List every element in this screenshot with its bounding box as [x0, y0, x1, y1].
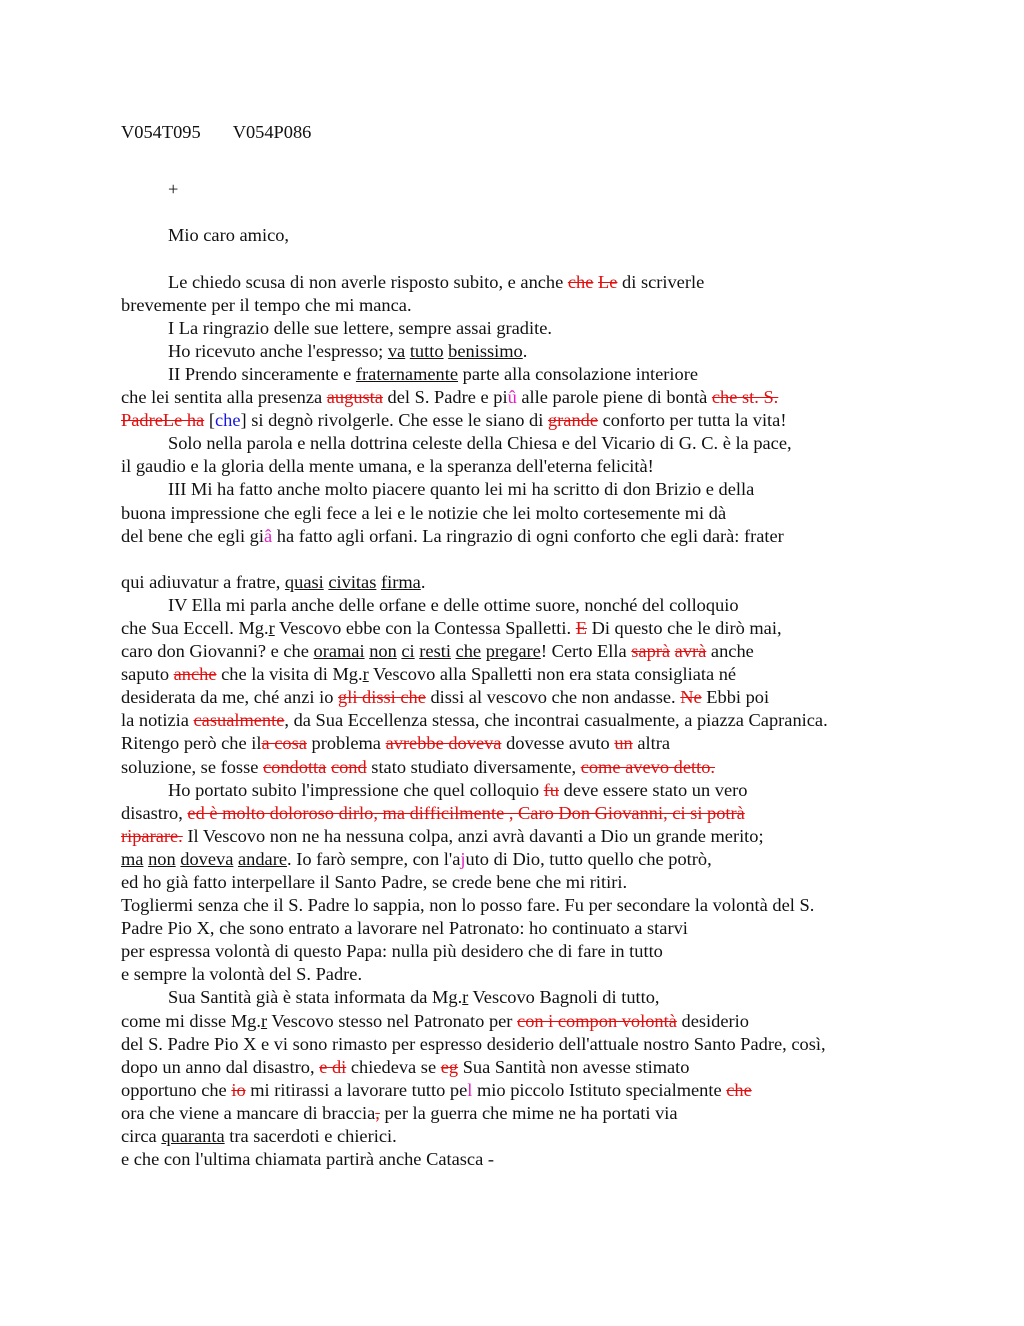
text-segment: parte alla consolazione interiore — [458, 363, 699, 384]
underlined-word: r — [268, 617, 275, 638]
text-segment: II Prendo sinceramente e — [168, 363, 356, 384]
underlined-word: va — [387, 340, 406, 361]
deletion: cond — [330, 756, 367, 777]
underlined-word: quasi — [284, 571, 324, 592]
deletion: grande — [547, 410, 599, 431]
underlined-word: r — [462, 987, 469, 1008]
deletion: condotta — [263, 756, 327, 777]
text-segment: disastro, — [121, 802, 188, 823]
underlined-word: non — [369, 641, 397, 662]
text-segment: opportuno che — [121, 1079, 232, 1100]
header-code-2: V054P086 — [232, 122, 312, 142]
underlined-word: pregare — [485, 641, 541, 662]
text-line: Padre Pio X, che sono entrato a lavorare nel Patronato: ho continuato a starvi — [121, 918, 688, 939]
text-line: I La ringrazio delle sue lettere, sempre assai gradite. — [168, 317, 552, 338]
text-segment: come mi disse Mg. — [121, 1010, 261, 1031]
deletion: Ne — [680, 687, 702, 708]
text-segment: Vescovo stesso nel Patronato per — [267, 1010, 518, 1031]
text-line — [121, 617, 911, 640]
document-header — [121, 121, 911, 144]
text-line — [121, 1010, 911, 1033]
greeting: Mio caro amico, — [168, 225, 290, 246]
text-segment: dopo un anno dal disastro, — [121, 1056, 320, 1077]
insertion: â — [263, 525, 273, 546]
text-segment: ! Certo Ella — [540, 641, 632, 662]
text-line — [121, 409, 911, 432]
insertion: û — [507, 387, 517, 408]
text-line: ed ho già fatto interpellare il Santo Padre, se crede bene che mi ritiri. — [121, 872, 628, 892]
text-segment: Vescovo Bagnoli di tutto, — [468, 987, 660, 1008]
text-segment: conforto per tutta la vita! — [598, 410, 787, 431]
text-segment: che Sua Eccell. Mg. — [121, 617, 269, 638]
deletion: anche — [173, 664, 217, 685]
underlined-word: r — [362, 664, 369, 685]
underlined-word: r — [260, 1010, 268, 1031]
cross-mark: + — [168, 179, 179, 200]
text-line: buona impressione che egli fece a lei e le notizie che lei molto cortesemente mi dà — [121, 502, 727, 523]
deletion: Le — [598, 271, 618, 292]
underlined-word: quaranta — [161, 1126, 225, 1147]
insertion: j — [460, 848, 466, 869]
deletion: che — [726, 1079, 752, 1100]
text-segment: che la visita di Mg. — [216, 664, 363, 685]
text-segment: Ebbi poi — [701, 687, 770, 708]
insertion: l — [467, 1079, 473, 1100]
text-segment: desiderata da me, ché anzi io — [121, 687, 339, 708]
text-segment: desiderio — [676, 1010, 749, 1031]
text-segment: anche — [706, 641, 754, 662]
deletion: E — [575, 617, 587, 638]
deletion: fu — [543, 779, 559, 800]
text-segment: , da Sua Eccellenza stessa, che incontrai casualmente, a piazza Capranica. — [284, 710, 828, 731]
deletion: avrebbe doveva — [385, 733, 502, 754]
text-segment: mi ritirassi a lavorare tutto pe — [245, 1079, 468, 1100]
deletion: un — [614, 733, 633, 754]
text-segment: Il Vescovo non ne ha nessuna colpa, anzi avrà davanti a Dio un grande merito; — [182, 825, 764, 846]
text-segment: del S. Padre e pi — [382, 387, 508, 408]
underlined-word: fraternamente — [355, 363, 459, 384]
deletion: PadreLe ha — [121, 410, 205, 431]
text-line: per espressa volontà di questo Papa: nulla più desidero che di fare in tutto — [121, 941, 663, 962]
text-segment: Sua Santità non avesse stimato — [458, 1056, 690, 1077]
deletion: che — [567, 271, 594, 292]
text-segment: ha fatto agli orfani. La ringrazio di ogni conforto che egli darà: frater — [272, 525, 784, 546]
deletion: a cosa — [261, 733, 307, 754]
text-line: e che con l'ultima chiamata partirà anche Catasca - — [121, 1149, 494, 1170]
text-segment: alle parole piene di bontà — [516, 387, 712, 408]
text-segment: qui adiuvatur a fratre, — [121, 571, 285, 592]
text-segment: [ — [204, 410, 215, 431]
deletion: ed è molto doloroso dirlo, ma difficilmente , Caro Don Giovanni, ci si potrà — [187, 802, 745, 823]
underlined-word: che — [455, 641, 482, 662]
text-segment: . — [420, 571, 426, 592]
text-segment: saputo — [121, 664, 174, 685]
text-line — [121, 340, 911, 363]
underlined-word: resti — [419, 641, 451, 662]
text-line — [121, 386, 911, 409]
text-segment: mio piccolo Istituto specialmente — [472, 1079, 727, 1100]
text-line: brevemente per il tempo che mi manca. — [121, 294, 412, 315]
text-segment: ] si degnò rivolgerle. Che esse le siano di — [240, 410, 548, 431]
text-segment: tra sacerdoti e chierici. — [224, 1126, 397, 1147]
deletion: come avevo detto. — [580, 756, 715, 777]
deletion: eg — [440, 1056, 459, 1077]
underlined-word: firma — [380, 571, 421, 592]
text-line — [121, 825, 911, 848]
text-segment: . — [522, 340, 528, 361]
text-segment: problema — [306, 733, 386, 754]
text-segment: Le chiedo scusa di non averle risposto subito, e anche — [168, 271, 568, 292]
text-segment: Di questo che le dirò mai, — [586, 617, 782, 638]
text-segment: Ho ricevuto anche l'espresso; — [168, 340, 388, 361]
text-line — [121, 1125, 911, 1148]
text-line — [121, 271, 911, 294]
text-line — [121, 1079, 911, 1102]
text-line — [121, 1102, 911, 1125]
text-segment: per la guerra che mime ne ha portati via — [379, 1102, 678, 1123]
text-segment: uto di Dio, tutto quello che potrò, — [465, 848, 712, 869]
text-line — [121, 686, 911, 709]
deletion: e di — [319, 1056, 347, 1077]
text-line — [121, 848, 911, 871]
deletion: riparare. — [121, 825, 183, 846]
underlined-word: oramai — [313, 641, 365, 662]
text-segment: che lei sentita alla presenza — [121, 387, 327, 408]
deletion: casualmente — [193, 710, 285, 731]
text-line — [121, 986, 911, 1009]
text-line — [121, 640, 911, 663]
underlined-word: non — [148, 848, 176, 869]
text-segment: Vescovo ebbe con la Contessa Spalletti. — [274, 617, 576, 638]
insertion: che — [214, 410, 241, 431]
text-line: III Mi ha fatto anche molto piacere quanto lei mi ha scritto di don Brizio e della — [168, 479, 755, 500]
text-segment: deve essere stato un vero — [559, 779, 748, 800]
text-segment: dissi al vescovo che non andasse. — [425, 687, 681, 708]
deletion: io — [231, 1079, 246, 1100]
text-segment: caro don Giovanni? e che — [121, 641, 314, 662]
underlined-word: doveva — [180, 848, 234, 869]
underlined-word: benissimo — [448, 340, 523, 361]
deletion: gli dissi che — [338, 687, 426, 708]
text-segment: Ho portato subito l'impressione che quel colloquio — [168, 779, 544, 800]
letter-page — [121, 121, 911, 1171]
text-line: IV Ella mi parla anche delle orfane e delle ottime suore, nonché del colloquio — [168, 594, 739, 615]
text-line — [121, 802, 911, 825]
underlined-word: ci — [401, 641, 415, 662]
text-line — [121, 571, 911, 594]
text-line — [121, 709, 911, 732]
text-segment: ora che viene a mancare di braccia — [121, 1102, 376, 1123]
text-segment: chiedeva se — [346, 1056, 441, 1077]
header-code-1: V054T095 — [121, 122, 201, 142]
underlined-word: ma — [121, 848, 144, 869]
underlined-word: andare — [238, 848, 288, 869]
deletion: che st. S. — [711, 387, 779, 408]
text-segment: stato studiato diversamente, — [366, 756, 581, 777]
text-segment: dovesse avuto — [501, 733, 615, 754]
text-segment: altra — [632, 733, 671, 754]
text-line: il gaudio e la gloria della mente umana, e la speranza dell'eterna felicità! — [121, 456, 654, 477]
deletion: avrà — [674, 641, 707, 662]
text-line — [121, 525, 911, 548]
text-line: Solo nella parola e nella dottrina celeste della Chiesa e del Vicario di G. C. è la pace, — [168, 433, 792, 454]
text-segment: del bene che egli gi — [121, 525, 264, 546]
text-line: e sempre la volontà del S. Padre. — [121, 964, 363, 985]
text-line — [121, 663, 911, 686]
text-segment: Sua Santità già è stata informata da Mg. — [168, 987, 463, 1008]
underlined-word: civitas — [328, 571, 377, 592]
text-segment: di scriverle — [617, 271, 705, 292]
text-segment: la notizia — [121, 710, 194, 731]
text-line — [121, 779, 911, 802]
underlined-word: tutto — [409, 340, 444, 361]
deletion: saprà — [631, 641, 671, 662]
deletion: , — [375, 1102, 380, 1123]
text-line — [121, 756, 911, 779]
deletion: augusta — [326, 387, 383, 408]
text-segment: Vescovo alla Spalletti non era stata consigliata né — [368, 664, 737, 685]
text-segment: Ritengo però che il — [121, 733, 262, 754]
text-segment: soluzione, se fosse — [121, 756, 263, 777]
text-line: del S. Padre Pio X e vi sono rimasto per espresso desiderio dell'attuale nostro Santo Padre, così, — [121, 1033, 826, 1054]
text-line — [121, 732, 911, 755]
text-line — [121, 363, 911, 386]
text-line — [121, 1056, 911, 1079]
deletion: con i compon volontà — [517, 1010, 677, 1031]
text-line: Togliermi senza che il S. Padre lo sappia, non lo posso fare. Fu per secondare la volontà del S. — [121, 895, 815, 916]
text-segment: . Io farò sempre, con l'a — [287, 848, 461, 869]
text-segment: circa — [121, 1126, 162, 1147]
